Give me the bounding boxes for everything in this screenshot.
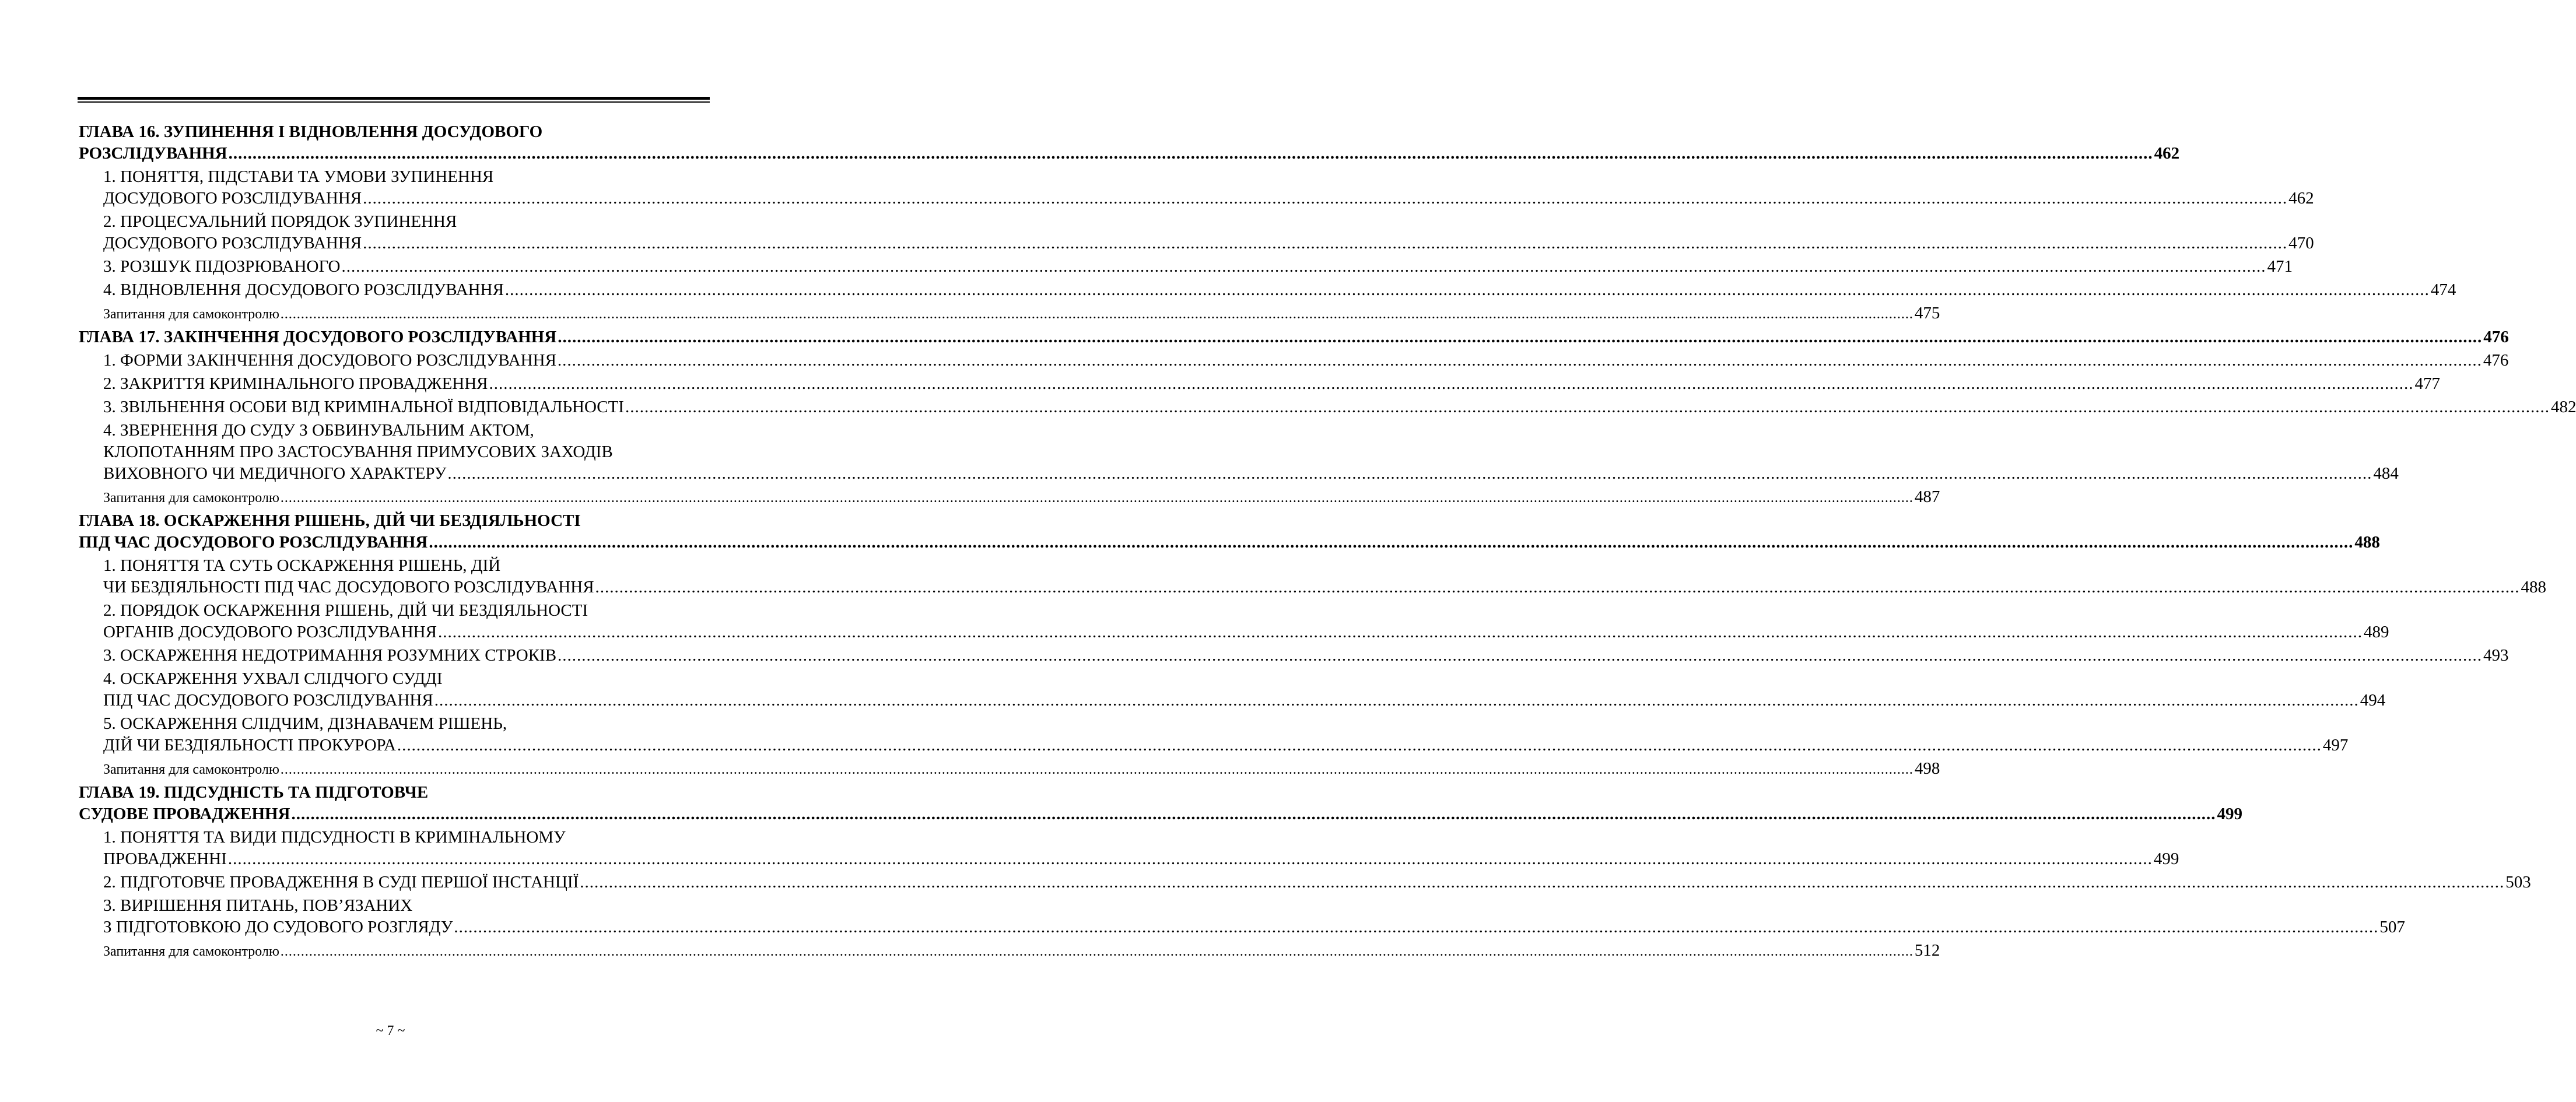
dot-leader: ................................................................................................................................................................................................................................................................................................................................................................................................................ <box>280 307 1913 322</box>
dot-leader: ................................................................................................................................................................................................................................................................................................................................................................................................................ <box>363 234 2288 252</box>
dot-leader: ................................................................................................................................................................................................................................................................................................................................................................................................................ <box>437 623 2363 641</box>
toc-question[interactable] <box>79 758 1940 780</box>
table-of-contents <box>79 121 2576 963</box>
toc-section[interactable] <box>79 668 2386 711</box>
toc-chapter[interactable] <box>79 782 2242 825</box>
toc-entry-title: 1. ФОРМИ ЗАКІНЧЕННЯ ДОСУДОВОГО РОЗСЛІДУВАННЯ <box>103 351 556 370</box>
toc-entry-leader-line <box>103 279 2456 301</box>
toc-entry-leader-line <box>103 645 2509 666</box>
toc-page-number: 476 <box>2483 351 2509 370</box>
toc-section[interactable] <box>79 420 2399 485</box>
toc-page-number: 470 <box>2288 234 2314 252</box>
toc-question[interactable] <box>79 303 1940 324</box>
toc-entry-leader-line <box>103 256 2293 278</box>
toc-page-number: 471 <box>2267 257 2293 276</box>
dot-leader: ................................................................................................................................................................................................................................................................................................................................................................................................................ <box>280 490 1913 506</box>
toc-entry-title: 3. РОЗШУК ПІДОЗРЮВАНОГО <box>103 257 341 276</box>
toc-entry-title: 2. ПІДГОТОВЧЕ ПРОВАДЖЕННЯ В СУДІ ПЕРШОЇ ІНСТАНЦІЇ <box>103 873 579 892</box>
toc-entry-leader-line <box>103 233 2314 254</box>
toc-entry-title: ДОСУДОВОГО РОЗСЛІДУВАННЯ <box>103 189 362 208</box>
dot-leader: ................................................................................................................................................................................................................................................................................................................................................................................................................ <box>363 189 2288 208</box>
toc-entry-title: ПІД ЧАС ДОСУДОВОГО РОЗСЛІДУВАННЯ <box>79 533 428 552</box>
toc-page-number: 499 <box>2153 850 2179 868</box>
dot-leader: ................................................................................................................................................................................................................................................................................................................................................................................................................ <box>228 144 2153 163</box>
toc-entry-leader-line <box>103 622 2389 643</box>
dot-leader: ................................................................................................................................................................................................................................................................................................................................................................................................................ <box>434 691 2359 710</box>
toc-entry-title: ДОСУДОВОГО РОЗСЛІДУВАННЯ <box>103 234 362 252</box>
toc-entry-title: Запитання для самоконтролю <box>103 307 279 322</box>
toc-section[interactable] <box>79 350 2509 371</box>
toc-entry-title: Запитання для самоконтролю <box>103 490 279 506</box>
toc-entry-title: ОРГАНІВ ДОСУДОВОГО РОЗСЛІДУВАННЯ <box>103 623 437 641</box>
toc-entry-title: СУДОВЕ ПРОВАДЖЕННЯ <box>79 805 290 823</box>
toc-entry-title-line: 2. ПОРЯДОК ОСКАРЖЕННЯ РІШЕНЬ, ДІЙ ЧИ БЕЗДІЯЛЬНОСТІ <box>103 601 588 620</box>
toc-section[interactable] <box>79 645 2509 666</box>
toc-entry-leader-line <box>103 486 1940 508</box>
toc-chapter[interactable] <box>79 121 2180 164</box>
toc-entry-leader-line <box>103 577 2547 598</box>
toc-page-number: 498 <box>1914 759 1940 778</box>
dot-leader: ................................................................................................................................................................................................................................................................................................................................................................................................................ <box>557 351 2482 370</box>
dot-leader: ................................................................................................................................................................................................................................................................................................................................................................................................................ <box>558 328 2483 346</box>
toc-entry-leader-line <box>103 690 2386 711</box>
toc-entry-leader-line <box>79 143 2180 164</box>
toc-page-number: 512 <box>1914 941 1940 960</box>
dot-leader: ................................................................................................................................................................................................................................................................................................................................................................................................................ <box>625 398 2550 416</box>
toc-entry-title-line: 5. ОСКАРЖЕННЯ СЛІДЧИМ, ДІЗНАВАЧЕМ РІШЕНЬ, <box>103 714 507 733</box>
toc-page-number: 488 <box>2521 578 2547 596</box>
toc-section[interactable] <box>79 279 2456 301</box>
toc-entry-title: ПІД ЧАС ДОСУДОВОГО РОЗСЛІДУВАННЯ <box>103 691 433 710</box>
toc-entry-title-line: 4. ОСКАРЖЕННЯ УХВАЛ СЛІДЧОГО СУДДІ <box>103 669 443 688</box>
toc-section[interactable] <box>79 895 2405 938</box>
toc-page-number: 462 <box>2288 189 2314 208</box>
toc-entry-title: ВИХОВНОГО ЧИ МЕДИЧНОГО ХАРАКТЕРУ <box>103 464 447 483</box>
toc-page-number: 503 <box>2505 873 2531 892</box>
toc-entry-title: З ПІДГОТОВКОЮ ДО СУДОВОГО РОЗГЛЯДУ <box>103 918 453 936</box>
toc-entry-title-line: ГЛАВА 18. ОСКАРЖЕННЯ РІШЕНЬ, ДІЙ ЧИ БЕЗДІЯЛЬНОСТІ <box>79 511 581 530</box>
toc-entry-title-line: ГЛАВА 16. ЗУПИНЕННЯ І ВІДНОВЛЕННЯ ДОСУДОВОГО <box>79 122 543 141</box>
toc-chapter[interactable] <box>79 327 2509 348</box>
toc-question[interactable] <box>79 486 1940 508</box>
toc-page-number: 507 <box>2379 918 2405 936</box>
toc-page-number: 499 <box>2217 805 2242 823</box>
toc-entry-title: 2. ЗАКРИТТЯ КРИМІНАЛЬНОГО ПРОВАДЖЕННЯ <box>103 374 488 393</box>
toc-entry-title: 3. ОСКАРЖЕННЯ НЕДОТРИМАННЯ РОЗУМНИХ СТРОКІВ <box>103 646 557 665</box>
toc-page-number: 477 <box>2414 374 2441 393</box>
toc-entry-title: ПРОВАДЖЕННІ <box>103 850 227 868</box>
toc-entry-title-line: КЛОПОТАННЯМ ПРО ЗАСТОСУВАННЯ ПРИМУСОВИХ ЗАХОДІВ <box>103 443 613 461</box>
toc-section[interactable] <box>79 713 2349 756</box>
toc-entry-leader-line <box>103 735 2349 756</box>
toc-entry-title-line: 4. ЗВЕРНЕННЯ ДО СУДУ З ОБВИНУВАЛЬНИМ АКТОМ, <box>103 421 534 440</box>
toc-page-number: 476 <box>2483 328 2509 346</box>
toc-entry-leader-line <box>103 758 1940 780</box>
toc-entry-title-line: 1. ПОНЯТТЯ ТА ВИДИ ПІДСУДНОСТІ В КРИМІНАЛЬНОМУ <box>103 828 566 847</box>
toc-entry-leader-line <box>79 327 2509 348</box>
toc-page-number: 489 <box>2363 623 2389 641</box>
dot-leader: ................................................................................................................................................................................................................................................................................................................................................................................................................ <box>341 257 2266 276</box>
dot-leader: ................................................................................................................................................................................................................................................................................................................................................................................................................ <box>227 850 2153 868</box>
dot-leader: ................................................................................................................................................................................................................................................................................................................................................................................................................ <box>280 762 1913 777</box>
toc-entry-leader-line <box>103 940 1940 961</box>
toc-entry-leader-line <box>103 396 2576 418</box>
toc-section[interactable] <box>79 373 2441 395</box>
toc-entry-leader-line <box>79 803 2242 825</box>
toc-section[interactable] <box>79 555 2547 598</box>
toc-page-number: 482 <box>2550 398 2576 416</box>
toc-entry-leader-line <box>79 532 2380 553</box>
toc-entry-title-line: 1. ПОНЯТТЯ ТА СУТЬ ОСКАРЖЕННЯ РІШЕНЬ, ДІЙ <box>103 556 501 575</box>
toc-entry-title: Запитання для самоконтролю <box>103 944 279 959</box>
toc-entry-title-line: 3. ВИРІШЕННЯ ПИТАНЬ, ПОВ’ЯЗАНИХ <box>103 896 413 915</box>
toc-page-number: 488 <box>2354 533 2380 552</box>
toc-entry-title: ГЛАВА 17. ЗАКІНЧЕННЯ ДОСУДОВОГО РОЗСЛІДУВАННЯ <box>79 328 557 346</box>
page-number: ~ 7 ~ <box>376 1023 405 1038</box>
dot-leader: ................................................................................................................................................................................................................................................................................................................................................................................................................ <box>447 464 2372 483</box>
toc-page-number: 497 <box>2322 736 2349 754</box>
toc-page-number: 462 <box>2154 144 2180 163</box>
toc-entry-leader-line <box>103 373 2441 395</box>
toc-question[interactable] <box>79 940 1940 961</box>
toc-page-number: 484 <box>2373 464 2399 483</box>
dot-leader: ................................................................................................................................................................................................................................................................................................................................................................................................................ <box>280 944 1913 959</box>
dot-leader: ................................................................................................................................................................................................................................................................................................................................................................................................................ <box>504 280 2430 299</box>
toc-entry-title: Запитання для самоконтролю <box>103 762 279 777</box>
toc-chapter[interactable] <box>79 510 2380 553</box>
toc-entry-title: 4. ВІДНОВЛЕННЯ ДОСУДОВОГО РОЗСЛІДУВАННЯ <box>103 280 504 299</box>
toc-entry-title-line: ГЛАВА 19. ПІДСУДНІСТЬ ТА ПІДГОТОВЧЕ <box>79 783 429 802</box>
toc-section[interactable] <box>79 211 2314 254</box>
toc-section[interactable] <box>79 396 2576 418</box>
toc-page-number: 487 <box>1914 487 1940 506</box>
header-rule-thin <box>78 101 710 103</box>
dot-leader: ................................................................................................................................................................................................................................................................................................................................................................................................................ <box>291 805 2216 823</box>
toc-entry-leader-line <box>103 463 2399 485</box>
toc-section[interactable] <box>79 256 2293 278</box>
dot-leader: ................................................................................................................................................................................................................................................................................................................................................................................................................ <box>580 873 2505 892</box>
toc-entry-title-line: 1. ПОНЯТТЯ, ПІДСТАВИ ТА УМОВИ ЗУПИНЕННЯ <box>103 167 494 186</box>
dot-leader: ................................................................................................................................................................................................................................................................................................................................................................................................................ <box>397 736 2322 754</box>
toc-entry-title: 3. ЗВІЛЬНЕННЯ ОСОБИ ВІД КРИМІНАЛЬНОЇ ВІДПОВІДАЛЬНОСТІ <box>103 398 624 416</box>
toc-entry-leader-line <box>103 872 2531 893</box>
toc-entry-title: РОЗСЛІДУВАННЯ <box>79 144 227 163</box>
toc-entry-leader-line <box>103 848 2179 870</box>
toc-section[interactable] <box>79 827 2179 870</box>
toc-entry-leader-line <box>103 350 2509 371</box>
toc-entry-leader-line <box>103 188 2314 209</box>
toc-entry-leader-line <box>103 303 1940 324</box>
dot-leader: ................................................................................................................................................................................................................................................................................................................................................................................................................ <box>489 374 2414 393</box>
toc-page-number: 494 <box>2360 691 2386 710</box>
toc-entry-title: ЧИ БЕЗДІЯЛЬНОСТІ ПІД ЧАС ДОСУДОВОГО РОЗСЛІДУВАННЯ <box>103 578 594 596</box>
toc-section[interactable] <box>79 166 2314 209</box>
header-rule-thick <box>78 97 710 100</box>
toc-section[interactable] <box>79 872 2531 893</box>
toc-entry-leader-line <box>103 917 2405 938</box>
dot-leader: ................................................................................................................................................................................................................................................................................................................................................................................................................ <box>429 533 2354 552</box>
toc-entry-title-line: 2. ПРОЦЕСУАЛЬНИЙ ПОРЯДОК ЗУПИНЕННЯ <box>103 212 457 231</box>
toc-entry-title: ДІЙ ЧИ БЕЗДІЯЛЬНОСТІ ПРОКУРОРА <box>103 736 396 754</box>
toc-page-number: 475 <box>1914 304 1940 322</box>
toc-section[interactable] <box>79 600 2389 643</box>
toc-page-number: 493 <box>2483 646 2509 665</box>
toc-page-number: 474 <box>2430 280 2456 299</box>
dot-leader: ................................................................................................................................................................................................................................................................................................................................................................................................................ <box>558 646 2483 665</box>
dot-leader: ................................................................................................................................................................................................................................................................................................................................................................................................................ <box>595 578 2520 596</box>
dot-leader: ................................................................................................................................................................................................................................................................................................................................................................................................................ <box>454 918 2379 936</box>
